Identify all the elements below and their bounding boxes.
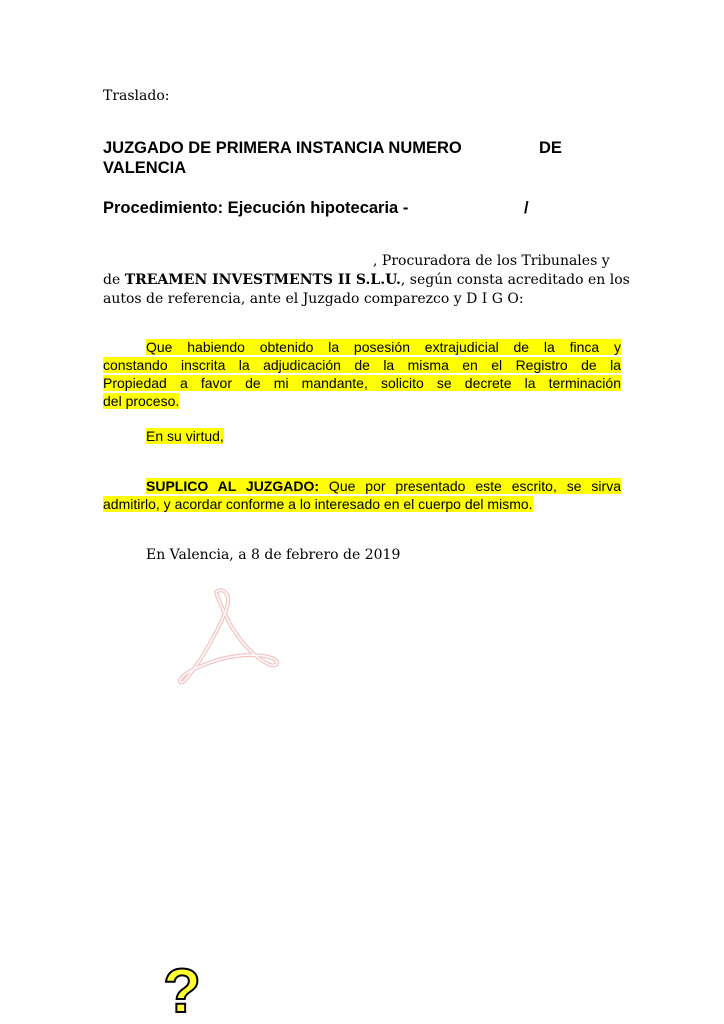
court-heading-line2: VALENCIA: [103, 159, 187, 177]
suplico-rest: Que por presentado este escrito, se sirva: [319, 478, 621, 494]
suplico-label: SUPLICO AL JUZGADO:: [146, 478, 320, 494]
court-heading-line1: JUZGADO DE PRIMERA INSTANCIA NUMERO: [103, 139, 462, 157]
intro-line3: autos de referencia, ante el Juzgado comparezco y D I G O:: [103, 291, 524, 307]
procedure-line: Procedimiento: Ejecución hipotecaria -: [103, 199, 409, 217]
virtud-text: En su virtud,: [146, 428, 224, 444]
suplico-line2: [103, 494, 533, 514]
para1-line1: [146, 337, 621, 357]
question-mark-icon: [158, 960, 206, 1020]
suplico-line2-text: admitirlo, y acordar conforme a lo interesado en el cuerpo del mismo.: [103, 496, 533, 512]
svg-text:?: ?: [163, 960, 201, 1020]
client-name: TREAMEN INVESTMENTS II S.L.U.: [124, 272, 401, 288]
intro-line2-rest: , según consta acreditado en los: [400, 272, 630, 288]
para1-line1-text: Que habiendo obtenido la posesión extrajudicial de la finca y: [146, 339, 621, 355]
intro-line1: , Procuradora de los Tribunales y: [373, 253, 610, 269]
para1-line4: [103, 391, 179, 411]
traslado-label: Traslado:: [103, 88, 170, 104]
date-line: En Valencia, a 8 de febrero de 2019: [146, 547, 401, 563]
acrobat-logo-icon: [172, 586, 284, 690]
para1-line2-text: constando inscrita la adjudicación de la misma en el Registro de la: [103, 357, 621, 373]
virtud-line: [146, 426, 224, 446]
court-heading-de: DE: [539, 139, 562, 157]
para1-line2: [103, 355, 621, 375]
intro-line2: [103, 270, 630, 290]
para1-line3: [103, 373, 621, 393]
intro-de: de: [103, 272, 121, 288]
para1-line4-text: del proceso.: [103, 393, 180, 409]
procedure-slash: /: [524, 199, 529, 217]
para1-line3-text: Propiedad a favor de mi mandante, solicito se decrete la terminación: [103, 375, 621, 391]
suplico-line1: [146, 476, 621, 496]
